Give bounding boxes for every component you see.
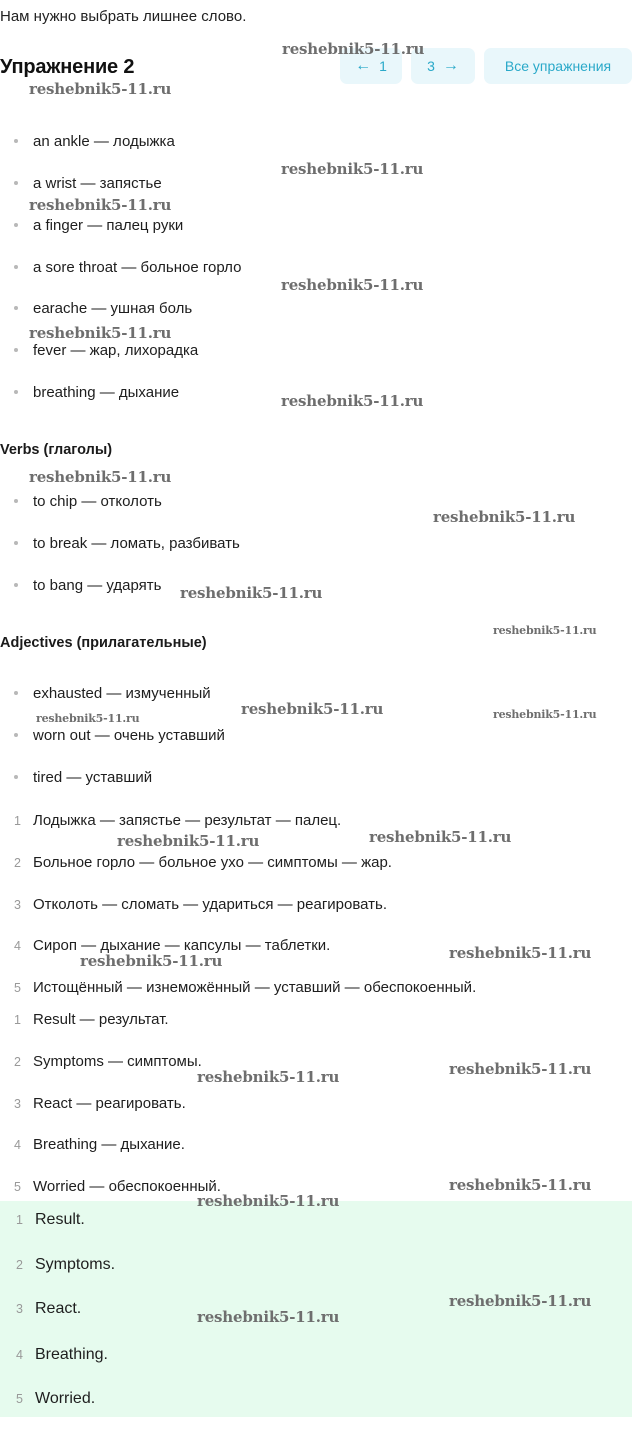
item-text: Symptoms — симптомы. [33,1053,202,1070]
numbered-item [14,1178,221,1195]
watermark: reshebnik5-11.ru [29,80,172,98]
list-item-text: fever — жар, лихорадка [33,342,199,359]
answer-text: Breathing. [35,1346,108,1363]
answer-number: 3 [16,1302,23,1316]
answer-number: 2 [16,1258,23,1272]
bullet-icon [14,181,18,185]
watermark: reshebnik5-11.ru [493,708,597,721]
answer-number: 1 [16,1213,23,1227]
answer-item [16,1390,95,1408]
watermark: reshebnik5-11.ru [493,624,597,637]
list-item-text: worn out — очень уставший [33,727,225,744]
item-text: Больное горло — больное ухо — симптомы — жар. [33,854,392,871]
numbered-item [14,1095,186,1112]
watermark: reshebnik5-11.ru [282,40,425,58]
list-item [14,259,241,276]
answer-number: 4 [16,1348,23,1362]
all-exercises-button[interactable] [484,48,632,84]
bullet-icon [14,691,18,695]
item-number: 2 [14,856,21,870]
bullet-icon [14,541,18,545]
list-item-text: a finger — палец руки [33,217,184,234]
verbs-heading: Verbs (глаголы) [0,442,113,458]
list-item-text: tired — уставший [33,769,153,786]
answer-text: React. [35,1300,82,1317]
bullet-icon [14,348,18,352]
item-number: 5 [14,1180,21,1194]
watermark: reshebnik5-11.ru [197,1068,340,1086]
list-item-text: exhausted — измученный [33,685,211,702]
item-text: Сироп — дыхание — капсулы — таблетки. [33,937,331,954]
numbered-item [14,1011,169,1028]
bullet-icon [14,499,18,503]
item-number: 2 [14,1055,21,1069]
watermark: reshebnik5-11.ru [369,828,512,846]
intro-text: Нам нужно выбрать лишнее слово. [0,8,247,25]
bullet-icon [14,223,18,227]
page-title: Упражнение 2 [0,56,135,78]
watermark: reshebnik5-11.ru [281,392,424,410]
list-item-text: an ankle — лодыжка [33,133,175,150]
list-item [14,217,183,234]
item-text: Истощённый — изнеможённый — уставший — обеспокоенный. [33,979,477,996]
bullet-icon [14,306,18,310]
item-text: React — реагировать. [33,1095,186,1112]
watermark: reshebnik5-11.ru [281,160,424,178]
item-number: 4 [14,1138,21,1152]
adjectives-heading: Adjectives (прилагательные) [0,635,207,651]
list-item-text: to break — ломать, разбивать [33,535,240,552]
numbered-item [14,1136,185,1153]
list-item-text: to chip — отколоть [33,493,162,510]
list-item [14,493,162,510]
answer-text: Worried. [35,1390,96,1407]
bullet-icon [14,583,18,587]
list-item-text: to bang — ударять [33,577,162,594]
item-text: Breathing — дыхание. [33,1136,185,1153]
answer-text: Result. [35,1211,85,1228]
item-text: Result — результат. [33,1011,169,1028]
numbered-item [14,812,341,829]
watermark: reshebnik5-11.ru [433,508,576,526]
item-number: 3 [14,1097,21,1111]
bullet-icon [14,775,18,779]
list-item-text: earache — ушная боль [33,300,193,317]
watermark: reshebnik5-11.ru [197,1308,340,1326]
list-item [14,342,198,359]
watermark: reshebnik5-11.ru [180,584,323,602]
bullet-icon [14,265,18,269]
item-number: 1 [14,814,21,828]
list-item [14,535,240,552]
arrow-left-icon: ← [355,57,372,74]
answer-item [16,1211,85,1229]
watermark: reshebnik5-11.ru [281,276,424,294]
watermark: reshebnik5-11.ru [449,1292,592,1310]
list-item [14,577,161,594]
answer-item [16,1346,108,1364]
next-exercise-label: 3 [427,58,435,74]
list-item-text: a sore throat — больное горло [33,259,242,276]
bullet-icon [14,139,18,143]
item-number: 1 [14,1013,21,1027]
list-item [14,727,225,744]
item-number: 4 [14,939,21,953]
list-item-text: a wrist — запястье [33,175,162,192]
item-text: Worried — обеспокоенный. [33,1178,221,1195]
numbered-item [14,1053,202,1070]
item-text: Лодыжка — запястье — результат — палец. [33,812,342,829]
watermark: reshebnik5-11.ru [449,944,592,962]
watermark: reshebnik5-11.ru [29,324,172,342]
watermark: reshebnik5-11.ru [241,700,384,718]
item-text: Отколоть — сломать — удариться — реагировать. [33,896,388,913]
answer-item [16,1300,81,1318]
numbered-item [14,896,387,913]
watermark: reshebnik5-11.ru [117,832,260,850]
watermark: reshebnik5-11.ru [449,1176,592,1194]
watermark: reshebnik5-11.ru [197,1192,340,1210]
watermark: reshebnik5-11.ru [36,712,140,725]
answer-item [16,1256,115,1274]
arrow-right-icon: → [442,57,459,74]
watermark: reshebnik5-11.ru [29,196,172,214]
list-item [14,685,211,702]
list-item [14,175,162,192]
list-item-text: breathing — дыхание [33,384,180,401]
answer-number: 5 [16,1392,23,1406]
item-number: 3 [14,898,21,912]
watermark: reshebnik5-11.ru [449,1060,592,1078]
numbered-item [14,854,392,871]
list-item [14,384,179,401]
answer-text: Symptoms. [35,1256,116,1273]
bullet-icon [14,390,18,394]
list-item [14,133,175,150]
watermark: reshebnik5-11.ru [80,952,223,970]
list-item [14,300,192,317]
watermark: reshebnik5-11.ru [29,468,172,486]
item-number: 5 [14,981,21,995]
bullet-icon [14,733,18,737]
list-item [14,769,152,786]
numbered-item [14,979,476,996]
all-exercises-label: Все упражнения [504,58,612,74]
prev-exercise-label: 1 [379,58,387,74]
